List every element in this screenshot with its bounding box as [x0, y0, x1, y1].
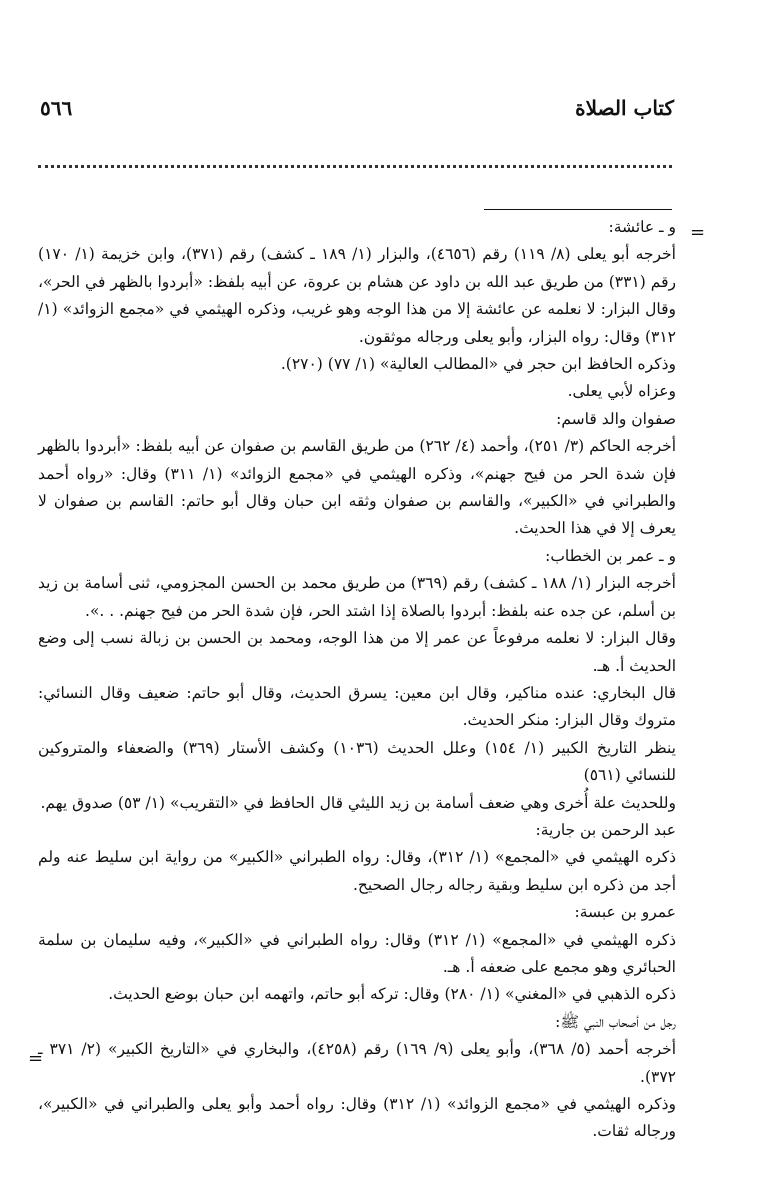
dotted-separator	[38, 165, 672, 168]
note-heading: صفوان والد قاسم:	[556, 409, 676, 428]
continuation-mark-top: =	[690, 222, 706, 243]
note-heading: عمرو بن عبسة:	[574, 903, 676, 922]
note-paragraph: أخرجه البزار (١/ ١٨٨ ـ كشف) رقم (٣٦٩) من طريق محمد بن الحسن المجزومي، ثنى أسامة بن زيد بن أسلم، عن جده عنه بلفظ: أبردوا بالصلاة إذا اشتد الحر، فإن شدة الحر من فيح جهنم. . .».	[38, 574, 676, 620]
book-title: كتاب الصلاة	[575, 96, 674, 120]
note-paragraph: قال البخاري: عنده مناكير، وقال ابن معين: يسرق الحديث، وقال أبو حاتم: ضعيف وقال النسائي: متروك وقال البزار: منكر الحديث.	[38, 683, 676, 730]
note-paragraph: وذكره الهيثمي في «مجمع الزوائد» (١/ ٣١٢) وقال: رواه أحمد وأبو يعلى والطبراني في «الكبير»، ورجاله ثقات.	[38, 1095, 676, 1141]
page-number: ٥٦٦	[40, 96, 73, 120]
footnotes-body	[38, 214, 676, 1146]
note-paragraph: وللحديث علة أُخرى وهي ضعف أسامة بن زيد الليثي قال الحافظ في «التقريب» (١/ ٥٣) صدوق يهم.	[40, 793, 676, 812]
footnote-rule	[484, 209, 672, 210]
note-paragraph: ذكره الهيثمي في «المجمع» (١/ ٣١٢) وقال: رواه الطبراني في «الكبير»، وفيه سليمان بن سلمة الحبائري وهو مجمع على ضعفه أ. هـ.	[38, 930, 676, 976]
note-paragraph: ينظر التاريخ الكبير (١/ ١٥٤) وعلل الحديث (١٠٣٦) وكشف الأستار (٣٦٩) والضعفاء والمتروكين للنسائي (٥٦١)	[38, 738, 676, 785]
continuation-mark-bottom: =	[28, 1048, 44, 1069]
note-paragraph: وذكره الحافظ ابن حجر في «المطالب العالية» (١/ ٧٧) (٢٧٠).	[280, 355, 676, 374]
note-paragraph: ذكره الهيثمي في «المجمع» (١/ ٣١٢)، وقال: رواه الطبراني «الكبير» من رواية ابن سليط عنه ولم أجد من ذكره ابن سليط وبقية رجاله رجال الصحيح.	[38, 848, 676, 894]
note-paragraph: أخرجه الحاكم (٣/ ٢٥١)، وأحمد (٤/ ٢٦٢) من طريق القاسم بن صفوان عن أبيه بلفظ: «أبردوا بالظهر فإن شدة الحر من فيح جهنم»، وذكره الهيثمي في «مجمع الزوائد» (١/ ٣١١) وقال: «رواه أحمد والطبراني في «الكبير»، والقاسم بن صفوان وثقه ابن حبان وقال أبو حاتم: القاسم بن صفوان لا يعرف إلا في هذا الحديث.	[38, 437, 677, 538]
note-paragraph: ذكره الذهبي في «المغني» (١/ ٢٨٠) وقال: تركه أبو حاتم، واتهمه ابن حبان بوضع الحديث.	[108, 985, 676, 1004]
note-paragraph: أخرجه أحمد (٥/ ٣٦٨)، وأبو يعلى (٩/ ١٦٩) رقم (٤٢٥٨)، والبخاري في «التاريخ الكبير» (٢/ ٣٧١ ـ ٣٧٢).	[38, 1040, 677, 1086]
note-heading: عبد الرحمن بن جارية:	[535, 820, 676, 839]
note-paragraph: وقال البزار: لا نعلمه مرفوعاً عن عمر إلا من هذا الوجه، ومحمد بن الحسن بن زبالة نسب إلى وضع الحديث أ. هـ.	[38, 629, 676, 675]
note-heading: و ـ عمر بن الخطاب:	[545, 546, 676, 565]
note-heading: رجل من أصحاب النبي ﷺ:	[555, 1012, 676, 1031]
note-paragraph: وعزاه لأبي يعلى.	[567, 382, 676, 401]
note-heading: و ـ عائشة:	[608, 218, 676, 236]
note-paragraph: أخرجه أبو يعلى (٨/ ١١٩) رقم (٤٦٥٦)، والبزار (١/ ١٨٩ ـ كشف) رقم (٣٧١)، وابن خزيمة (١/ ١٧٠) رقم (٣٣١) من طريق عبد الله بن داود عن هشام بن عروة، عن أبيه بلفظ: «أبردوا بالظهر في الحر»، وقال البزار: لا نعلمه عن عائشة إلا من هذا الوجه وهو غريب، وذكره الهيثمي في «مجمع الزوائد» (١/ ٣١٢) وقال: رواه البزار، وأبو يعلى ورجاله موثقون.	[38, 245, 676, 346]
